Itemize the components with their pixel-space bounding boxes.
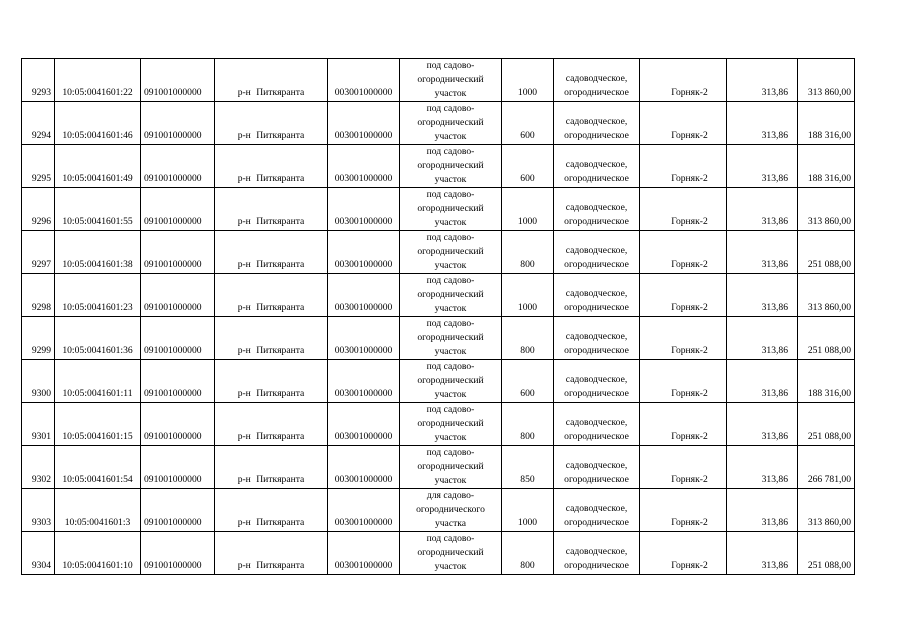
land-category-cell: [554, 231, 640, 274]
permitted-use-line: участок: [434, 389, 467, 400]
land-category-cell: [554, 360, 640, 403]
cadastral-number-cell: 10:05:0041601:36: [55, 317, 141, 360]
cadastral-value-cell: 313 860,00: [798, 489, 855, 532]
land-category-line: садоводческое,: [565, 245, 628, 256]
district-cell: р-н Питкяранта: [215, 188, 328, 231]
land-category-line: огородническое: [564, 302, 629, 313]
land-category-line: садоводческое,: [565, 159, 628, 170]
permitted-use-line: участок: [434, 88, 467, 99]
row-number-cell: 9299: [22, 317, 55, 360]
cadastral-number-cell: 10:05:0041601:49: [55, 145, 141, 188]
land-category-cell: [554, 188, 640, 231]
permitted-use-line: под садово-: [426, 318, 475, 329]
area-cell: 600: [502, 145, 554, 188]
land-category-line: огородническое: [564, 173, 629, 184]
okato-code-cell: 091001000000: [141, 489, 215, 532]
area-cell: 800: [502, 231, 554, 274]
cadastral-number-cell: 10:05:0041601:10: [55, 532, 141, 575]
registry-table-body: [22, 59, 855, 575]
permitted-use-line: участок: [434, 131, 467, 142]
table-row: [22, 360, 855, 403]
permitted-use-line: под садово-: [426, 189, 475, 200]
permitted-use-line: участок: [434, 346, 467, 357]
cadastral-value-cell: 313 860,00: [798, 59, 855, 102]
district-cell: р-н Питкяранта: [215, 59, 328, 102]
area-cell: 600: [502, 102, 554, 145]
permitted-use-line: огороднического: [416, 504, 485, 515]
district-cell: р-н Питкяранта: [215, 102, 328, 145]
permitted-use-line: под садово-: [426, 275, 475, 286]
kladr-code-cell: 003001000000: [328, 360, 400, 403]
row-number-cell: 9301: [22, 403, 55, 446]
land-category-line: садоводческое,: [565, 460, 628, 471]
table-row: [22, 59, 855, 102]
land-plot-registry-table: [21, 58, 855, 575]
permitted-use-cell: [400, 145, 502, 188]
cadastral-number-cell: 10:05:0041601:46: [55, 102, 141, 145]
permitted-use-line: огороднический: [417, 461, 484, 472]
permitted-use-line: участка: [434, 518, 467, 529]
land-category-line: огородническое: [564, 87, 629, 98]
area-cell: 850: [502, 446, 554, 489]
location-cell: Горняк-2: [640, 489, 727, 532]
district-cell: р-н Питкяранта: [215, 145, 328, 188]
okato-code-cell: 091001000000: [141, 317, 215, 360]
specific-value-cell: 313,86: [727, 274, 798, 317]
specific-value-cell: 313,86: [727, 231, 798, 274]
location-cell: Горняк-2: [640, 317, 727, 360]
specific-value-cell: 313,86: [727, 403, 798, 446]
land-category-line: садоводческое,: [565, 288, 628, 299]
kladr-code-cell: 003001000000: [328, 145, 400, 188]
cadastral-value-cell: 313 860,00: [798, 188, 855, 231]
area-cell: 1000: [502, 489, 554, 532]
kladr-code-cell: 003001000000: [328, 446, 400, 489]
permitted-use-line: участок: [434, 174, 467, 185]
okato-code-cell: 091001000000: [141, 231, 215, 274]
land-category-line: садоводческое,: [565, 374, 628, 385]
land-category-line: садоводческое,: [565, 116, 628, 127]
area-cell: 1000: [502, 274, 554, 317]
permitted-use-line: огороднический: [417, 74, 484, 85]
land-category-line: огородническое: [564, 517, 629, 528]
kladr-code-cell: 003001000000: [328, 59, 400, 102]
row-number-cell: 9294: [22, 102, 55, 145]
cadastral-value-cell: 251 088,00: [798, 532, 855, 575]
permitted-use-cell: [400, 102, 502, 145]
location-cell: Горняк-2: [640, 145, 727, 188]
location-cell: Горняк-2: [640, 59, 727, 102]
row-number-cell: 9293: [22, 59, 55, 102]
location-cell: Горняк-2: [640, 231, 727, 274]
permitted-use-line: участок: [434, 303, 467, 314]
land-category-cell: [554, 489, 640, 532]
permitted-use-cell: [400, 59, 502, 102]
land-category-line: огородническое: [564, 560, 629, 571]
specific-value-cell: 313,86: [727, 446, 798, 489]
specific-value-cell: 313,86: [727, 489, 798, 532]
cadastral-value-cell: 251 088,00: [798, 403, 855, 446]
okato-code-cell: 091001000000: [141, 188, 215, 231]
land-category-cell: [554, 274, 640, 317]
okato-code-cell: 091001000000: [141, 532, 215, 575]
row-number-cell: 9300: [22, 360, 55, 403]
row-number-cell: 9302: [22, 446, 55, 489]
table-row: [22, 145, 855, 188]
specific-value-cell: 313,86: [727, 102, 798, 145]
row-number-cell: 9304: [22, 532, 55, 575]
district-cell: р-н Питкяранта: [215, 317, 328, 360]
permitted-use-line: под садово-: [426, 146, 475, 157]
permitted-use-line: огороднический: [417, 547, 484, 558]
cadastral-number-cell: 10:05:0041601:55: [55, 188, 141, 231]
location-cell: Горняк-2: [640, 360, 727, 403]
cadastral-value-cell: 313 860,00: [798, 274, 855, 317]
land-category-line: огородническое: [564, 388, 629, 399]
land-category-cell: [554, 102, 640, 145]
permitted-use-line: огороднический: [417, 289, 484, 300]
location-cell: Горняк-2: [640, 403, 727, 446]
table-row: [22, 231, 855, 274]
permitted-use-line: огороднический: [417, 117, 484, 128]
permitted-use-line: под садово-: [426, 447, 475, 458]
area-cell: 1000: [502, 59, 554, 102]
row-number-cell: 9297: [22, 231, 55, 274]
okato-code-cell: 091001000000: [141, 446, 215, 489]
table-row: [22, 274, 855, 317]
permitted-use-line: участок: [434, 561, 467, 572]
location-cell: Горняк-2: [640, 102, 727, 145]
table-row: [22, 102, 855, 145]
cadastral-number-cell: 10:05:0041601:38: [55, 231, 141, 274]
land-category-line: садоводческое,: [565, 331, 628, 342]
permitted-use-line: участок: [434, 432, 467, 443]
land-category-line: садоводческое,: [565, 202, 628, 213]
table-row: [22, 188, 855, 231]
specific-value-cell: 313,86: [727, 188, 798, 231]
area-cell: 600: [502, 360, 554, 403]
okato-code-cell: 091001000000: [141, 360, 215, 403]
specific-value-cell: 313,86: [727, 145, 798, 188]
permitted-use-cell: [400, 532, 502, 575]
permitted-use-line: участок: [434, 475, 467, 486]
location-cell: Горняк-2: [640, 532, 727, 575]
area-cell: 800: [502, 403, 554, 446]
permitted-use-cell: [400, 403, 502, 446]
area-cell: 800: [502, 532, 554, 575]
land-category-cell: [554, 145, 640, 188]
cadastral-value-cell: 188 316,00: [798, 102, 855, 145]
cadastral-number-cell: 10:05:0041601:3: [55, 489, 141, 532]
specific-value-cell: 313,86: [727, 59, 798, 102]
permitted-use-line: огороднический: [417, 332, 484, 343]
land-category-line: огородническое: [564, 130, 629, 141]
cadastral-value-cell: 251 088,00: [798, 231, 855, 274]
permitted-use-line: огороднический: [417, 418, 484, 429]
district-cell: р-н Питкяранта: [215, 274, 328, 317]
land-category-line: садоводческое,: [565, 546, 628, 557]
permitted-use-line: под садово-: [426, 60, 475, 71]
table-row: [22, 532, 855, 575]
cadastral-value-cell: 266 781,00: [798, 446, 855, 489]
permitted-use-cell: [400, 188, 502, 231]
permitted-use-line: для садово-: [426, 490, 475, 501]
table-row: [22, 403, 855, 446]
permitted-use-cell: [400, 489, 502, 532]
kladr-code-cell: 003001000000: [328, 403, 400, 446]
permitted-use-line: под садово-: [426, 533, 475, 544]
land-category-cell: [554, 446, 640, 489]
specific-value-cell: 313,86: [727, 532, 798, 575]
permitted-use-line: огороднический: [417, 246, 484, 257]
permitted-use-line: участок: [434, 260, 467, 271]
district-cell: р-н Питкяранта: [215, 403, 328, 446]
location-cell: Горняк-2: [640, 274, 727, 317]
area-cell: 800: [502, 317, 554, 360]
table-row: [22, 489, 855, 532]
location-cell: Горняк-2: [640, 188, 727, 231]
permitted-use-line: огороднический: [417, 203, 484, 214]
okato-code-cell: 091001000000: [141, 102, 215, 145]
kladr-code-cell: 003001000000: [328, 102, 400, 145]
permitted-use-line: под садово-: [426, 361, 475, 372]
land-category-cell: [554, 317, 640, 360]
cadastral-number-cell: 10:05:0041601:22: [55, 59, 141, 102]
land-category-cell: [554, 403, 640, 446]
permitted-use-cell: [400, 231, 502, 274]
okato-code-cell: 091001000000: [141, 403, 215, 446]
kladr-code-cell: 003001000000: [328, 317, 400, 360]
permitted-use-cell: [400, 274, 502, 317]
cadastral-number-cell: 10:05:0041601:15: [55, 403, 141, 446]
land-category-cell: [554, 59, 640, 102]
permitted-use-line: участок: [434, 217, 467, 228]
kladr-code-cell: 003001000000: [328, 489, 400, 532]
location-cell: Горняк-2: [640, 446, 727, 489]
district-cell: р-н Питкяранта: [215, 231, 328, 274]
land-category-line: садоводческое,: [565, 503, 628, 514]
district-cell: р-н Питкяранта: [215, 360, 328, 403]
land-category-line: огородническое: [564, 345, 629, 356]
permitted-use-cell: [400, 446, 502, 489]
land-category-line: огородническое: [564, 259, 629, 270]
land-category-line: огородническое: [564, 216, 629, 227]
specific-value-cell: 313,86: [727, 360, 798, 403]
kladr-code-cell: 003001000000: [328, 274, 400, 317]
cadastral-number-cell: 10:05:0041601:11: [55, 360, 141, 403]
okato-code-cell: 091001000000: [141, 59, 215, 102]
specific-value-cell: 313,86: [727, 317, 798, 360]
cadastral-value-cell: 188 316,00: [798, 360, 855, 403]
okato-code-cell: 091001000000: [141, 274, 215, 317]
area-cell: 1000: [502, 188, 554, 231]
kladr-code-cell: 003001000000: [328, 532, 400, 575]
district-cell: р-н Питкяранта: [215, 532, 328, 575]
district-cell: р-н Питкяранта: [215, 489, 328, 532]
registry-sheet: [21, 58, 855, 575]
cadastral-value-cell: 188 316,00: [798, 145, 855, 188]
district-cell: р-н Питкяранта: [215, 446, 328, 489]
permitted-use-cell: [400, 317, 502, 360]
kladr-code-cell: 003001000000: [328, 188, 400, 231]
table-row: [22, 317, 855, 360]
cadastral-number-cell: 10:05:0041601:54: [55, 446, 141, 489]
row-number-cell: 9298: [22, 274, 55, 317]
okato-code-cell: 091001000000: [141, 145, 215, 188]
land-category-line: огородническое: [564, 474, 629, 485]
land-category-line: садоводческое,: [565, 73, 628, 84]
row-number-cell: 9296: [22, 188, 55, 231]
permitted-use-cell: [400, 360, 502, 403]
kladr-code-cell: 003001000000: [328, 231, 400, 274]
permitted-use-line: под садово-: [426, 103, 475, 114]
permitted-use-line: огороднический: [417, 375, 484, 386]
table-row: [22, 446, 855, 489]
land-category-line: огородническое: [564, 431, 629, 442]
permitted-use-line: под садово-: [426, 404, 475, 415]
cadastral-value-cell: 251 088,00: [798, 317, 855, 360]
land-category-cell: [554, 532, 640, 575]
cadastral-number-cell: 10:05:0041601:23: [55, 274, 141, 317]
permitted-use-line: огороднический: [417, 160, 484, 171]
permitted-use-line: под садово-: [426, 232, 475, 243]
land-category-line: садоводческое,: [565, 417, 628, 428]
row-number-cell: 9295: [22, 145, 55, 188]
row-number-cell: 9303: [22, 489, 55, 532]
